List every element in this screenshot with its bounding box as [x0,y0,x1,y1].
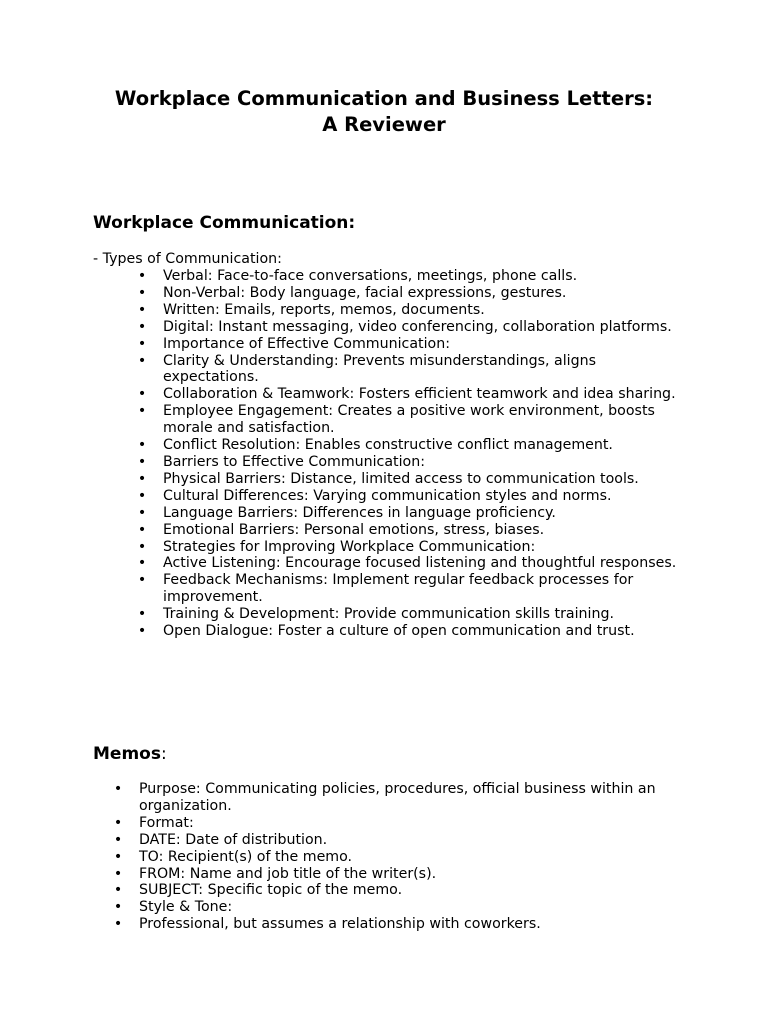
communication-list-item-text: Training & Development: Provide communication skills training. [163,606,614,623]
communication-list-item [137,606,683,623]
memo-list-item-text: FROM: Name and job title of the writer(s). [139,865,437,882]
communication-list-item-text: Emotional Barriers: Personal emotions, stress, biases. [163,521,545,538]
communication-list-item-text: Feedback Mechanisms: Implement regular feedback processes for improvement. [163,572,634,606]
memo-list-item [113,882,659,899]
bullet-icon: • [137,335,147,352]
communication-list-item-text: Physical Barriers: Distance, limited access to communication tools. [163,470,639,487]
communication-list-item-text: Active Listening: Encourage focused listening and thoughtful responses. [163,555,677,572]
document-title [60,86,708,138]
bullet-icon: • [137,572,147,589]
bullet-icon: • [137,606,147,623]
communication-list-item [137,301,683,319]
communication-list-item [137,335,683,353]
bullet-icon: • [137,538,147,555]
communication-list-item [137,538,683,556]
communication-list-item [137,403,683,437]
communication-list-item-text: Digital: Instant messaging, video conferencing, collaboration platforms. [163,318,672,335]
communication-list-item [137,504,683,522]
bullet-icon: • [113,916,123,933]
communication-list-item-text: Open Dialogue: Foster a culture of open communication and trust. [163,623,635,640]
memos-list [113,781,659,933]
bullet-icon: • [113,865,123,882]
types-of-communication-intro: - Types of Communication: [93,251,282,267]
communication-list-item-text: Strategies for Improving Workplace Communication: [163,538,536,555]
communication-list-item-text: Verbal: Face-to-face conversations, meetings, phone calls. [163,268,578,284]
bullet-icon: • [137,403,147,420]
communication-list-item [137,318,683,336]
bullet-icon: • [137,487,147,504]
document-title-line-1: Workplace Communication and Business Letters: [114,87,654,110]
bullet-icon: • [113,899,123,916]
memo-list-item [113,814,659,832]
communication-list-item [137,453,683,471]
memo-list-item-text: Style & Tone: [139,899,233,916]
memo-list-item [113,916,659,933]
communication-list-item-text: Conflict Resolution: Enables constructive conflict management. [163,437,613,454]
communication-list-item [137,572,683,606]
bullet-icon: • [137,318,147,335]
memo-list-item [113,899,659,916]
memo-list-item-text: TO: Recipient(s) of the memo. [139,848,353,865]
communication-list-item [137,437,683,454]
communication-list-item-text: Barriers to Effective Communication: [163,453,426,470]
memos-heading-colon: : [160,744,167,764]
bullet-icon: • [137,437,147,454]
memo-list-item-text: Purpose: Communicating policies, procedures, official business within an organization. [139,781,656,814]
memo-list-item-text: SUBJECT: Specific topic of the memo. [139,882,403,899]
workplace-communication-heading: Workplace Communication: [93,213,356,233]
bullet-icon: • [137,284,147,301]
communication-list-item-text: Clarity & Understanding: Prevents misunderstandings, aligns expectations. [163,352,596,386]
memos-heading-text: Memos [93,744,161,764]
memo-list-item-text: Professional, but assumes a relationship with coworkers. [139,916,541,933]
memos-heading [93,743,167,765]
bullet-icon: • [137,470,147,487]
bullet-icon: • [137,504,147,521]
memo-list-item-text: DATE: Date of distribution. [139,831,328,848]
communication-list-item-text: Collaboration & Teamwork: Fosters efficient teamwork and idea sharing. [163,386,676,403]
bullet-icon: • [137,268,147,284]
bullet-icon: • [137,555,147,572]
bullet-icon: • [113,781,123,797]
communication-list-item-text: Employee Engagement: Creates a positive work environment, boosts morale and satisfaction. [163,403,655,437]
communication-list-item-text: Cultural Differences: Varying communication styles and norms. [163,487,612,504]
bullet-icon: • [137,352,147,369]
communication-list-item-text: Importance of Effective Communication: [163,335,451,352]
memo-list-item [113,831,659,849]
bullet-icon: • [137,453,147,470]
communication-list-item [137,487,683,505]
communication-list-item-text: Non-Verbal: Body language, facial expressions, gestures. [163,284,567,301]
memo-list-item-text: Format: [139,814,194,831]
communication-list-item [137,521,683,539]
communication-list-item [137,386,683,403]
memo-list-item [113,865,659,883]
communication-list-item [137,284,683,302]
communication-list-item [137,555,683,572]
document-title-line-2: A Reviewer [322,113,446,136]
communication-list-item-text: Language Barriers: Differences in language proficiency. [163,504,556,521]
memo-list-item [113,781,659,815]
bullet-icon: • [137,301,147,318]
communication-list-item [137,268,683,285]
communication-list-item [137,470,683,488]
bullet-icon: • [137,521,147,538]
communication-list-item-text: Written: Emails, reports, memos, documents. [163,301,485,318]
bullet-icon: • [113,814,123,831]
memo-list-item [113,848,659,866]
communication-list-item [137,623,683,640]
workplace-communication-list [137,268,683,640]
bullet-icon: • [113,882,123,899]
communication-list-item [137,352,683,387]
bullet-icon: • [137,386,147,403]
bullet-icon: • [137,623,147,640]
bullet-icon: • [113,831,123,848]
bullet-icon: • [113,848,123,865]
